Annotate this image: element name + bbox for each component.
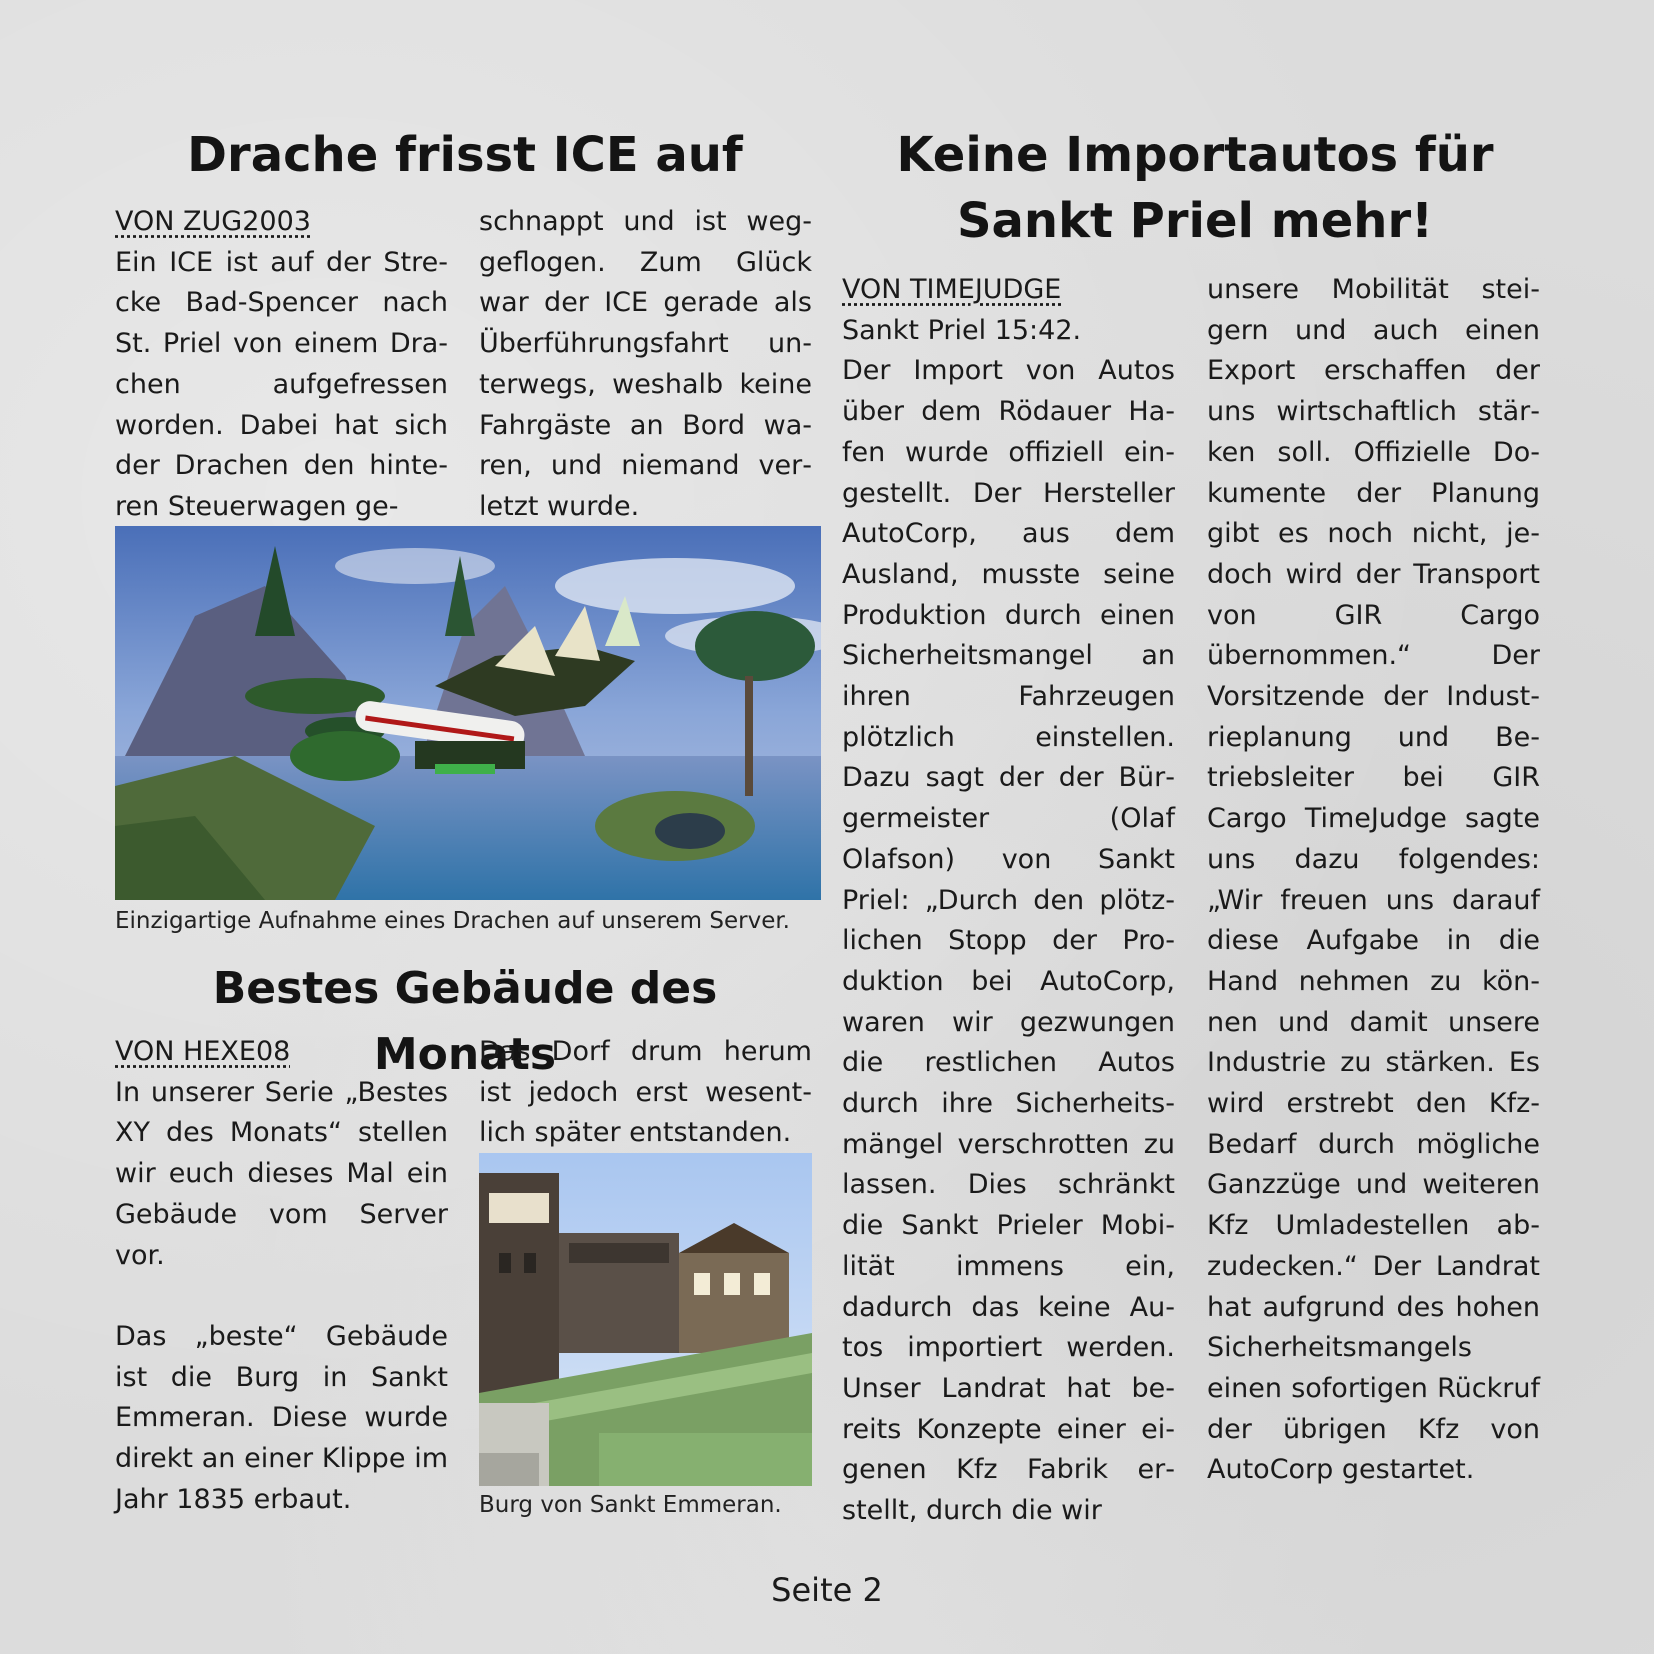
article2-text-1: In unserer Serie „Bestes XY des Monats“ stellen wir euch dieses Mal ein Gebäude vom Server vor. (115, 1076, 448, 1271)
article3-byline: VON TIMEJUDGE (842, 274, 1062, 305)
article3-headline (840, 122, 1550, 254)
article1-column-2 (479, 202, 812, 528)
article3-text-1: Der Import von Autos über dem Rödauer Hafen wurde offiziell eingestellt. Der Hersteller AutoCorp, aus dem Ausland, musste seine Produktion durch einen Sicherheitsmangel an ihren Fahrzeugen plötzlich einstellen. Dazu sagt der der Bürgermeister (Olaf Olafson) von Sankt Priel: „Durch den plötzlichen Stopp der Produktion bei AutoCorp, waren wir gezwungen die restlichen Autos durch ihre Sicherheitsmängel verschrotten zu lassen. Dies schränkt die Sankt Prieler Mobilität immens ein, dadurch das keine Autos importiert werden. Unser Landrat hat bereits Konzepte einer eigenen Kfz Fabrik erstellt, durch die wir (842, 355, 1175, 1527)
dragon-photo (115, 526, 821, 900)
castle-photo-caption: Burg von Sankt Emmeran. (479, 1492, 782, 1518)
page-number: Seite 2 (771, 1571, 883, 1609)
article3-column-1 (842, 270, 1175, 1532)
article2-column-1 (115, 1032, 448, 1520)
castle-photo (479, 1153, 812, 1486)
dragon-photo-image (115, 526, 821, 900)
article1-headline: Drache frisst ICE auf (187, 127, 743, 183)
article3-headline-line1: Keine Importautos für (896, 127, 1494, 183)
article3-text-2: unsere Mobilität steigern und auch einen Export erschaffen der uns wirtschaftlich stärken soll. Offizielle Dokumente der Planung gibt es noch nicht, jedoch wird der Transport von GIR Cargo übernommen.“ Der Vorsitzende der Industrieplanung und Betriebsleiter bei GIR Cargo TimeJudge sagte uns dazu folgendes: „Wir freuen uns darauf diese Aufgabe in die Hand nehmen zu können und damit unsere Industrie zu stärken. Es wird erstrebt den Kfz-Bedarf durch mögliche Ganzzüge und weiteren Kfz Umladestellen abzudecken.“ Der Landrat hat aufgrund des hohen Sicherheitsmangels einen sofortigen Rückruf der übrigen Kfz von AutoCorp gestartet. (1207, 274, 1540, 1486)
article1-byline: VON ZUG2003 (115, 206, 311, 237)
article2-headline: Bestes Gebäude des Monats (212, 963, 718, 1080)
article3-dateline: Sankt Priel 15:42. (842, 314, 1082, 346)
castle-photo-image (479, 1153, 812, 1486)
article2-text-2: Das „beste“ Gebäude ist die Burg in Sankt Emmeran. Diese wurde direkt an einer Klippe im Jahr 1835 erbaut. (115, 1320, 448, 1515)
article1-text-2: schnappt und ist weggeflogen. Zum Glück war der ICE gerade als Überführungsfahrt unterwegs, weshalb keine Fahrgäste an Bord waren, und niemand verletzt wurde. (479, 206, 812, 522)
article3-column-2 (1207, 270, 1540, 1491)
article2-text-3: Das Dorf drum herum ist jedoch erst wesentlich später entstanden. (479, 1036, 812, 1149)
dragon-photo-caption: Einzigartige Aufnahme eines Drachen auf unserem Server. (115, 908, 790, 934)
article2-byline: VON HEXE08 (115, 1036, 291, 1067)
article1-column-1 (115, 202, 448, 528)
article2-column-2 (479, 1032, 812, 1154)
article3-headline-line2: Sankt Priel mehr! (956, 193, 1434, 249)
article1-text-1: Ein ICE ist auf der Strecke Bad-Spencer nach St. Priel von einem Drachen aufgefressen worden. Dabei hat sich der Drachen den hinteren Steuerwagen ge- (115, 246, 448, 522)
